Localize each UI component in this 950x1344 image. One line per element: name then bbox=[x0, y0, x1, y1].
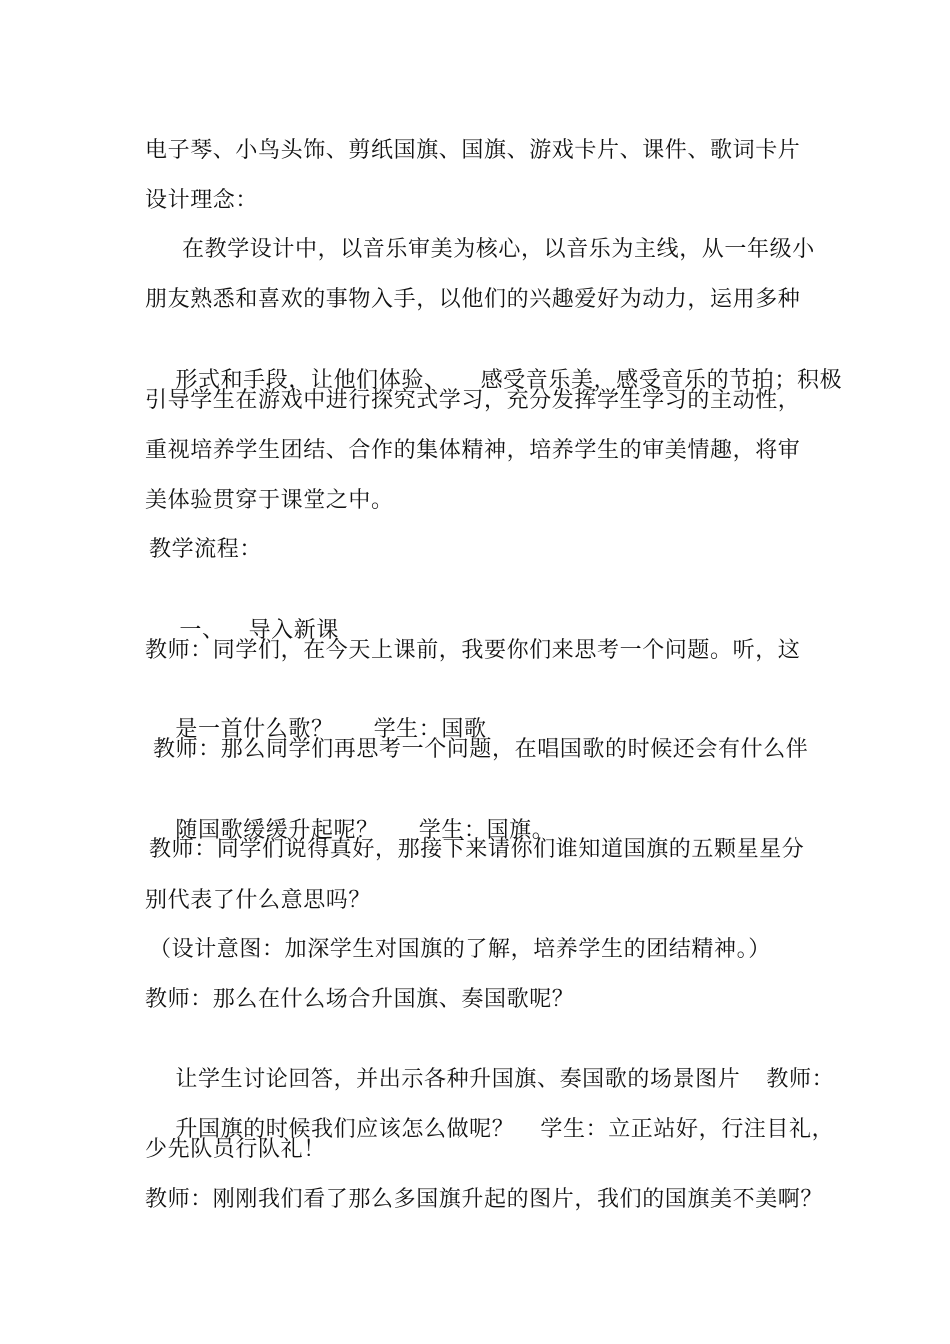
dialogue-line-8: 教师：那么在什么场合升国旗、奏国歌呢？ bbox=[145, 987, 575, 1012]
dialogue-line-1: 教师：同学们，在今天上课前，我要你们来思考一个问题。听，这 bbox=[145, 638, 801, 663]
dialogue-line-3: 教师：那么同学们再思考一个问题，在唱国歌的时候还会有什么伴 bbox=[153, 737, 809, 762]
teacher-label: 教师： bbox=[766, 1067, 835, 1092]
student-answer: 学生：立正站好，行注目礼， bbox=[540, 1117, 835, 1142]
design-concept-line-5: 重视培养学生团结、合作的集体精神，培养学生的审美情趣，将审 bbox=[145, 438, 801, 463]
design-concept-line-6: 美体验贯穿于课堂之中。 bbox=[145, 488, 394, 513]
design-concept-line-3a: 形式和手段，让他们体验、 bbox=[175, 368, 447, 393]
design-concept-line-4: 引导学生在游戏中进行探究式学习，充分发挥学生学习的主动性， bbox=[145, 388, 801, 413]
section-1-title: 导入新课 bbox=[248, 618, 339, 643]
student-answer: 学生：国歌 bbox=[373, 717, 487, 742]
design-concept-line-1: 在教学设计中，以音乐审美为核心，以音乐为主线，从一年级小 bbox=[182, 237, 815, 262]
design-concept-line-2: 朋友熟悉和喜欢的事物入手，以他们的兴趣爱好为动力，运用多种 bbox=[145, 287, 801, 312]
teacher-question: 随国歌缓缓升起呢？ bbox=[175, 818, 379, 843]
student-answer: 学生：国旗。 bbox=[418, 818, 555, 843]
teacher-question: 是一首什么歌？ bbox=[175, 717, 334, 742]
design-concept-heading: 设计理念： bbox=[145, 188, 259, 213]
section-1-number: 一、 bbox=[179, 618, 225, 643]
design-concept-line-3b: 感受音乐美，感受音乐的节拍；积极 bbox=[480, 368, 843, 393]
dialogue-line-12: 教师：刚刚我们看了那么多国旗升起的图片，我们的国旗美不美啊？ bbox=[145, 1187, 824, 1212]
dialogue-line-5: 教师：同学们说得真好，那接下来请你们谁知道国旗的五颗星星分 bbox=[149, 837, 805, 862]
design-intent-note: （设计意图：加深学生对国旗的了解，培养学生的团结精神。） bbox=[149, 937, 771, 962]
dialogue-line-11: 少先队员行队礼！ bbox=[145, 1137, 326, 1162]
materials-line: 电子琴、小鸟头饰、剪纸国旗、国旗、游戏卡片、课件、歌词卡片 bbox=[145, 138, 801, 163]
dialogue-line-6: 别代表了什么意思吗？ bbox=[145, 888, 372, 913]
instruction-text: 让学生讨论回答，并出示各种升国旗、奏国歌的场景图片 bbox=[175, 1067, 741, 1092]
teacher-question: 升国旗的时候我们应该怎么做呢？ bbox=[175, 1117, 515, 1142]
process-heading: 教学流程： bbox=[149, 537, 263, 562]
